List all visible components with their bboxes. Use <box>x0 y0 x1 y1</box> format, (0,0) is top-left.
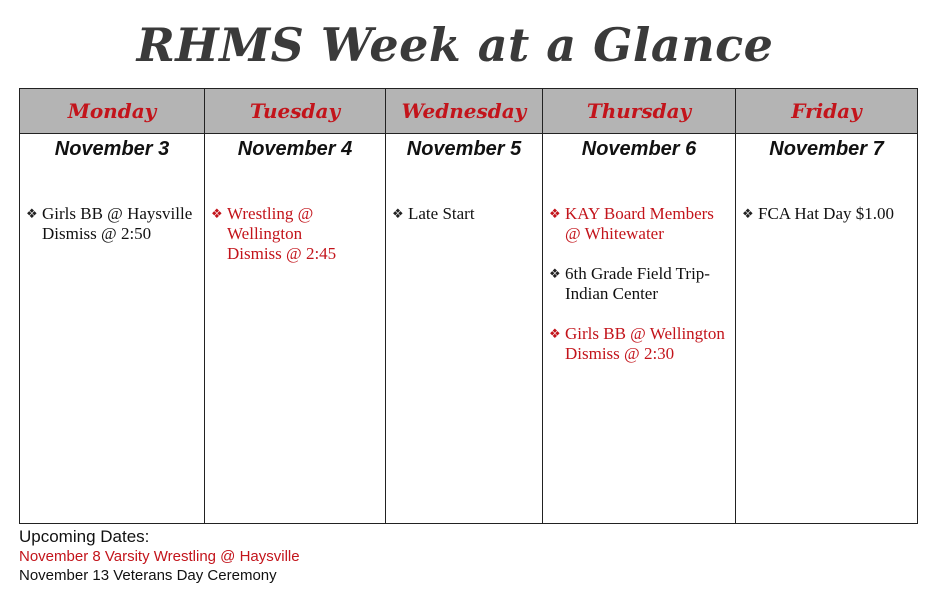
diamond-bullet-icon: ❖ <box>549 326 561 341</box>
event-item <box>392 204 542 224</box>
day-cell-friday <box>736 134 918 524</box>
event-list <box>736 204 917 224</box>
diamond-bullet-icon: ❖ <box>211 206 223 221</box>
day-header-monday: Monday <box>20 89 205 134</box>
day-header-friday: Friday <box>736 89 918 134</box>
event-text: Wrestling @ Wellington Dismiss @ 2:45 <box>227 204 337 263</box>
day-cell-thursday <box>543 134 736 524</box>
day-date: November 3 <box>54 138 170 160</box>
day-cell-tuesday <box>205 134 386 524</box>
event-item <box>549 264 735 304</box>
event-list <box>20 204 204 244</box>
diamond-bullet-icon: ❖ <box>742 206 754 221</box>
diamond-bullet-icon: ❖ <box>549 266 561 281</box>
event-text: Late Start <box>408 204 475 223</box>
diamond-bullet-icon: ❖ <box>392 206 404 221</box>
event-list <box>543 204 735 364</box>
day-content-row <box>20 134 918 524</box>
event-item <box>549 324 735 364</box>
upcoming-dates <box>19 527 300 585</box>
diamond-bullet-icon: ❖ <box>26 206 38 221</box>
event-text: KAY Board Members @ Whitewater <box>565 204 714 243</box>
event-item <box>211 204 385 264</box>
upcoming-item: November 8 Varsity Wrestling @ Haysville <box>19 548 300 565</box>
event-item <box>549 204 735 244</box>
day-date: November 7 <box>769 138 884 160</box>
day-header-row <box>20 89 918 134</box>
event-text: Girls BB @ Haysville Dismiss @ 2:50 <box>42 204 193 243</box>
day-header-wednesday: Wednesday <box>386 89 543 134</box>
event-item <box>742 204 917 224</box>
event-item <box>26 204 204 244</box>
upcoming-item: November 13 Veterans Day Ceremony <box>19 567 277 584</box>
upcoming-heading: Upcoming Dates: <box>19 527 150 546</box>
week-calendar-table <box>19 88 918 524</box>
day-cell-wednesday <box>386 134 543 524</box>
event-list <box>205 204 385 264</box>
diamond-bullet-icon: ❖ <box>549 206 561 221</box>
page-title: RHMS Week at a Glance <box>136 18 774 72</box>
day-header-thursday: Thursday <box>543 89 736 134</box>
day-date: November 5 <box>406 138 522 160</box>
day-date: November 6 <box>581 138 697 160</box>
event-text: 6th Grade Field Trip- Indian Center <box>565 264 710 303</box>
event-text: Girls BB @ Wellington Dismiss @ 2:30 <box>565 324 725 363</box>
event-list <box>386 204 542 224</box>
day-header-tuesday: Tuesday <box>205 89 386 134</box>
day-date: November 4 <box>237 138 353 160</box>
event-text: FCA Hat Day $1.00 <box>758 204 894 223</box>
day-cell-monday <box>20 134 205 524</box>
